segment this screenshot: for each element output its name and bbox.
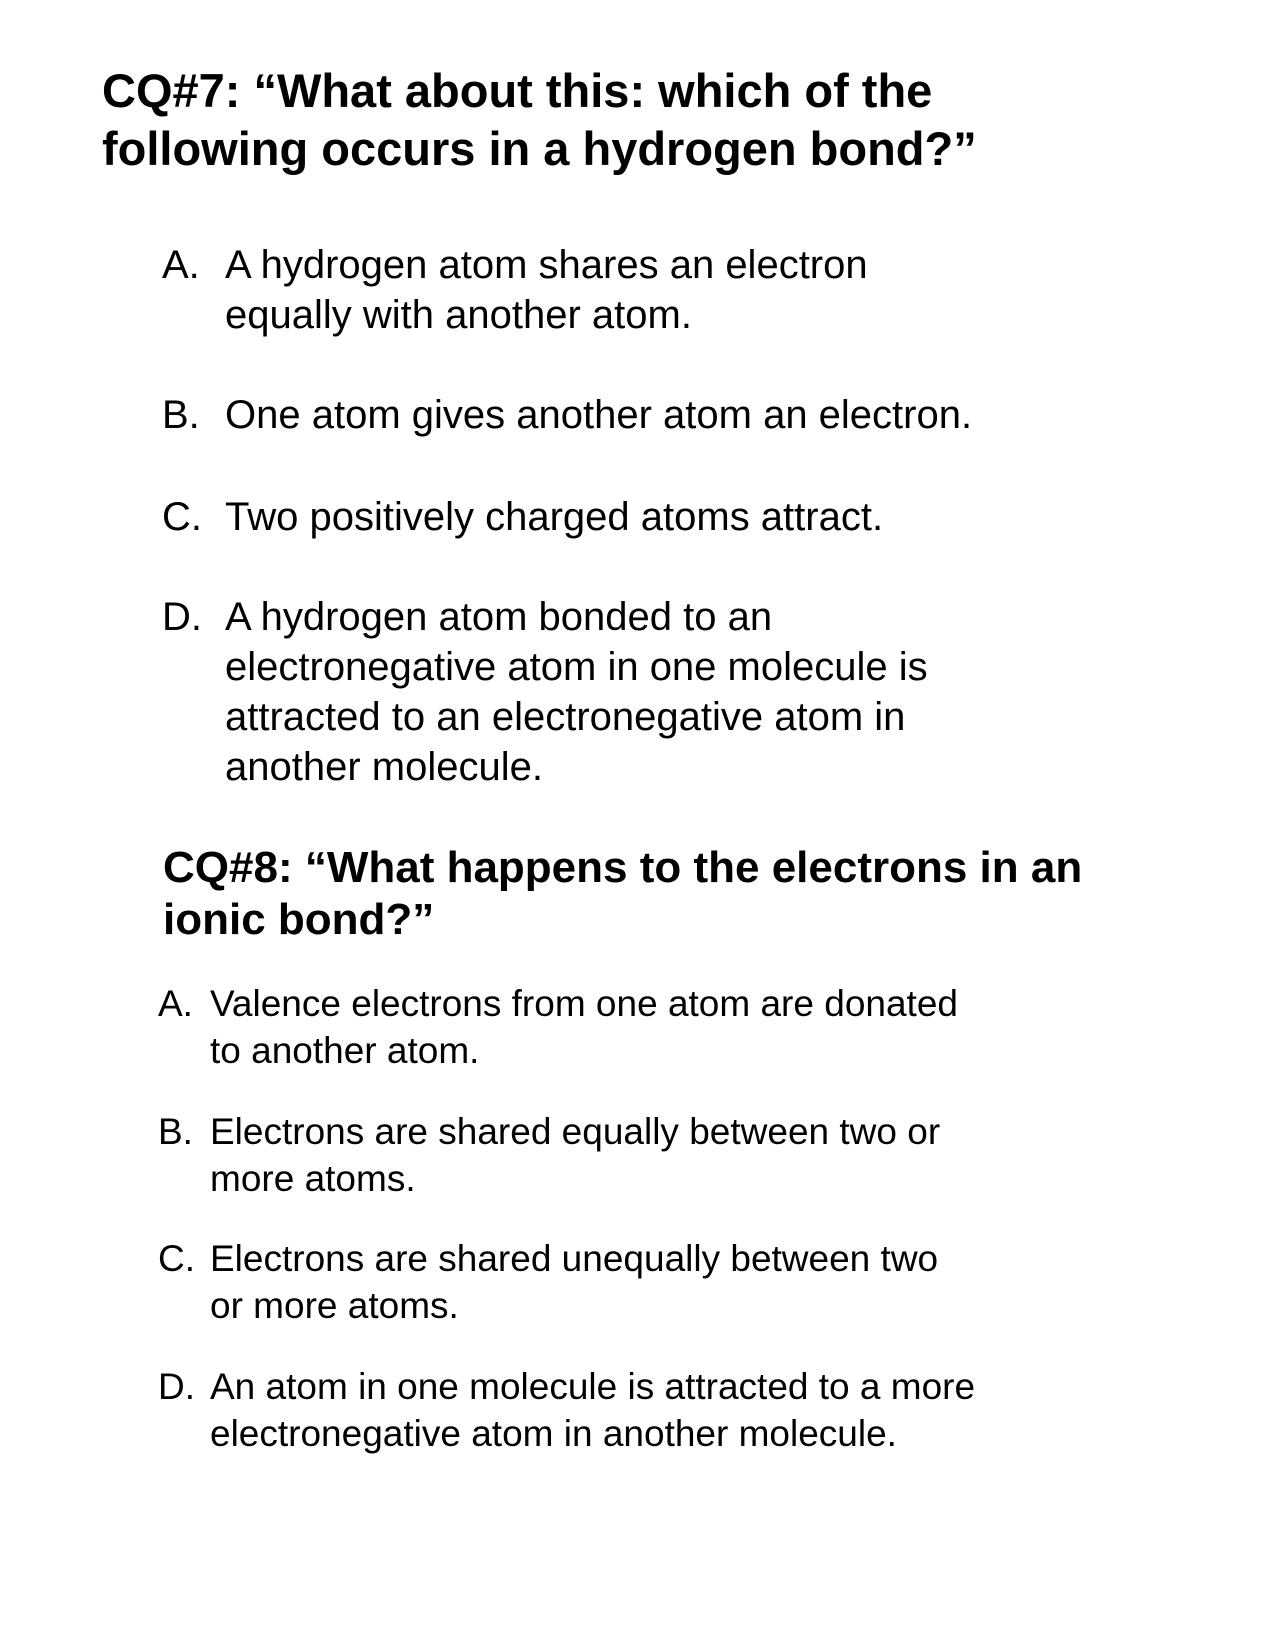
option-b bbox=[158, 1108, 940, 1202]
option-text: One atom gives another atom an electron. bbox=[225, 393, 973, 437]
option-letter: A. bbox=[162, 243, 200, 287]
option-text: A hydrogen atom shares an electron equally with another atom. bbox=[225, 243, 868, 337]
option-text: An atom in one molecule is attracted to a more electronegative atom in another molecule. bbox=[210, 1366, 976, 1454]
option-a bbox=[158, 980, 958, 1074]
option-text: A hydrogen atom bonded to an electronegative atom in one molecule is attracted to an electronegative atom in another molecule. bbox=[225, 595, 928, 789]
option-text: Two positively charged atoms attract. bbox=[225, 495, 884, 539]
option-d bbox=[162, 592, 928, 792]
option-text: Electrons are shared unequally between two or more atoms. bbox=[210, 1238, 939, 1326]
option-text: Electrons are shared equally between two or more atoms. bbox=[210, 1111, 941, 1199]
question-7-title: CQ#7: “What about this: which of the following occurs in a hydrogen bond?” bbox=[102, 64, 977, 175]
option-letter: C. bbox=[162, 495, 202, 539]
option-letter: B. bbox=[158, 1111, 193, 1152]
option-text: Valence electrons from one atom are donated to another atom. bbox=[210, 983, 958, 1071]
option-a bbox=[162, 240, 868, 340]
option-b bbox=[162, 390, 972, 440]
option-letter: D. bbox=[162, 595, 202, 639]
option-letter: B. bbox=[162, 393, 200, 437]
option-letter: D. bbox=[158, 1366, 195, 1407]
option-letter: C. bbox=[158, 1238, 195, 1279]
option-d bbox=[158, 1363, 975, 1457]
option-letter: A. bbox=[158, 983, 193, 1024]
option-c bbox=[158, 1235, 938, 1329]
option-c bbox=[162, 492, 883, 542]
question-8-title: CQ#8: “What happens to the electrons in an ionic bond?” bbox=[163, 843, 1083, 944]
